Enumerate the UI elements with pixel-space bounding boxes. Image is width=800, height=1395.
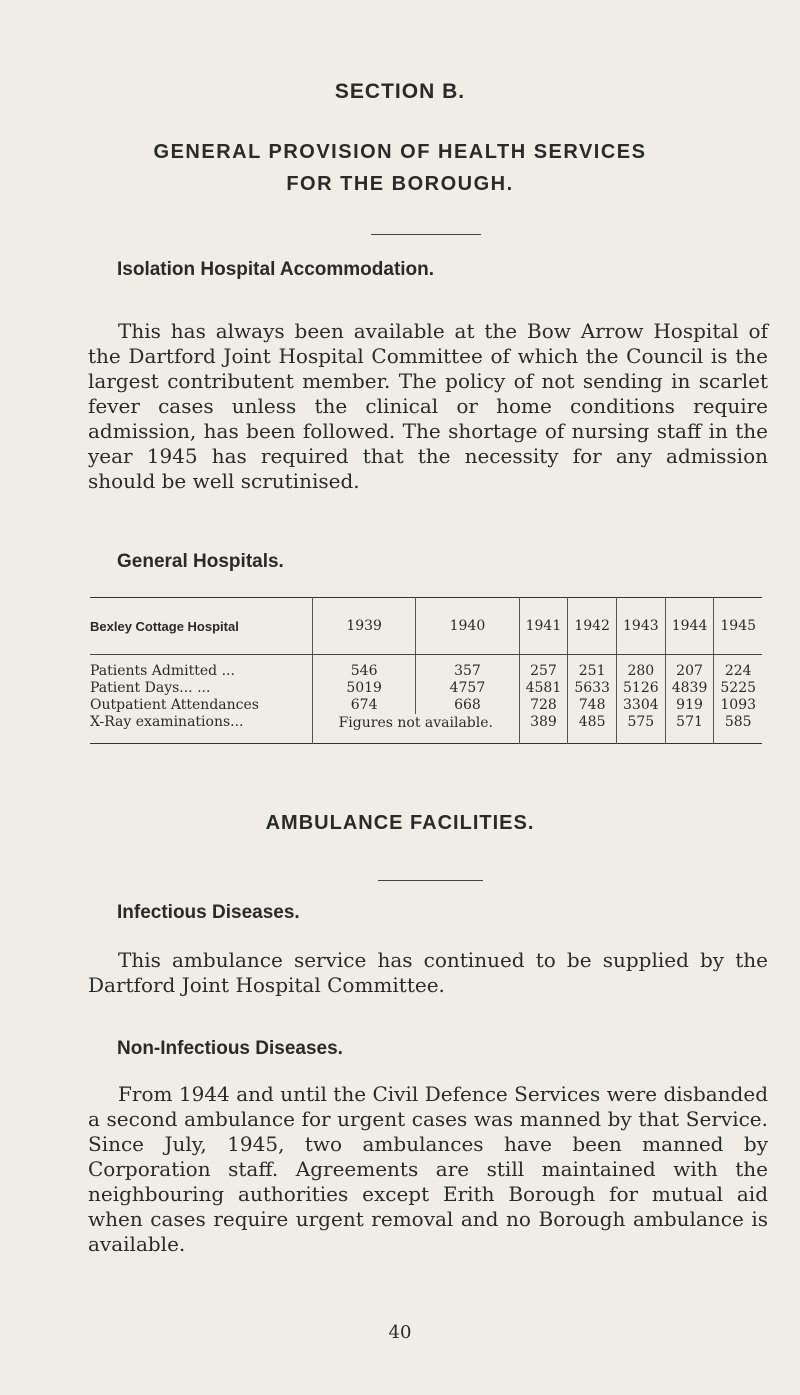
table-cell: 4757	[416, 680, 519, 697]
main-title-line-1: GENERAL PROVISION OF HEALTH SERVICES	[153, 141, 647, 163]
page-number: 40	[388, 1322, 412, 1343]
section-title: SECTION B.	[334, 80, 466, 103]
non-infectious-heading: Non-Infectious Diseases.	[117, 1038, 343, 1059]
main-title	[80, 136, 720, 200]
infectious-heading: Infectious Diseases.	[117, 902, 300, 923]
row-label: Outpatient Attendances	[90, 697, 259, 713]
table-cell: 546	[313, 655, 416, 681]
year-header: 1939	[313, 598, 416, 655]
table-cell: 674	[313, 697, 416, 714]
table-cell: 585	[714, 714, 762, 744]
divider-2	[378, 880, 483, 881]
table-cell: 257	[519, 655, 568, 681]
table-cell: 919	[665, 697, 714, 714]
table-cell: 5126	[616, 680, 665, 697]
table-row	[90, 697, 762, 714]
isolation-text: This has always been available at the Bow Arrow Hospital of the Dartford Joint Hospital Committee of which the Council is the largest contributent member. The policy of not sending in scarlet fever cases unless the clinical or home conditions require admission, has been followed. The shortage of nursing staff in the year 1945 has required that the necessity for any admission should be well scrutinised.	[88, 319, 768, 493]
table-cell: 5019	[313, 680, 416, 697]
table-cell: 1093	[714, 697, 762, 714]
ambulance-heading: AMBULANCE FACILITIES.	[265, 812, 535, 834]
table-cell: 485	[568, 714, 617, 744]
table-cell: 280	[616, 655, 665, 681]
isolation-paragraph	[88, 319, 768, 494]
non-infectious-paragraph	[88, 1082, 768, 1257]
year-header: 1940	[416, 598, 519, 655]
table-row	[90, 714, 762, 744]
row-label: X-Ray examinations...	[90, 714, 244, 730]
main-title-line-2: FOR THE BOROUGH.	[286, 173, 514, 195]
hospital-statistics-table	[90, 597, 762, 744]
table-cell: 571	[665, 714, 714, 744]
table-row	[90, 655, 762, 681]
table-cell: 389	[519, 714, 568, 744]
table-cell: 207	[665, 655, 714, 681]
year-header: 1941	[519, 598, 568, 655]
table-cell: 251	[568, 655, 617, 681]
isolation-heading: Isolation Hospital Accommodation.	[117, 259, 435, 280]
year-header: 1944	[665, 598, 714, 655]
table-row	[90, 680, 762, 697]
general-hospitals-heading: General Hospitals.	[117, 551, 284, 572]
row-label: Patients Admitted ...	[90, 663, 235, 679]
table-cell: 728	[519, 697, 568, 714]
year-header: 1942	[568, 598, 617, 655]
infectious-text: This ambulance service has continued to be supplied by the Dartford Joint Hospital Committee.	[88, 948, 768, 997]
table-cell: 3304	[616, 697, 665, 714]
table-cell: 748	[568, 697, 617, 714]
non-infectious-text: From 1944 and until the Civil Defence Services were disbanded a second ambulance for urgent cases was manned by that Service. Since July, 1945, two ambulances have been manned by Corporation staff. Agreements are still maintained with the neighbouring authorities except Erith Borough for mutual aid when cases require urgent removal and no Borough ambulance is available.	[88, 1082, 768, 1256]
year-header: 1945	[714, 598, 762, 655]
divider-1	[371, 234, 481, 235]
year-header: 1943	[616, 598, 665, 655]
table-cell: 668	[416, 697, 519, 714]
figures-not-available-cell: Figures not available.	[313, 714, 520, 744]
table-cell: 575	[616, 714, 665, 744]
table-cell: 357	[416, 655, 519, 681]
infectious-paragraph	[88, 948, 768, 998]
table-header-row	[90, 598, 762, 655]
table-cell: 4839	[665, 680, 714, 697]
table-cell: 224	[714, 655, 762, 681]
table-cell: 5633	[568, 680, 617, 697]
table-cell: 5225	[714, 680, 762, 697]
row-label: Patient Days... ...	[90, 680, 211, 696]
table-cell: 4581	[519, 680, 568, 697]
table-row-header: Bexley Cottage Hospital	[90, 598, 313, 655]
